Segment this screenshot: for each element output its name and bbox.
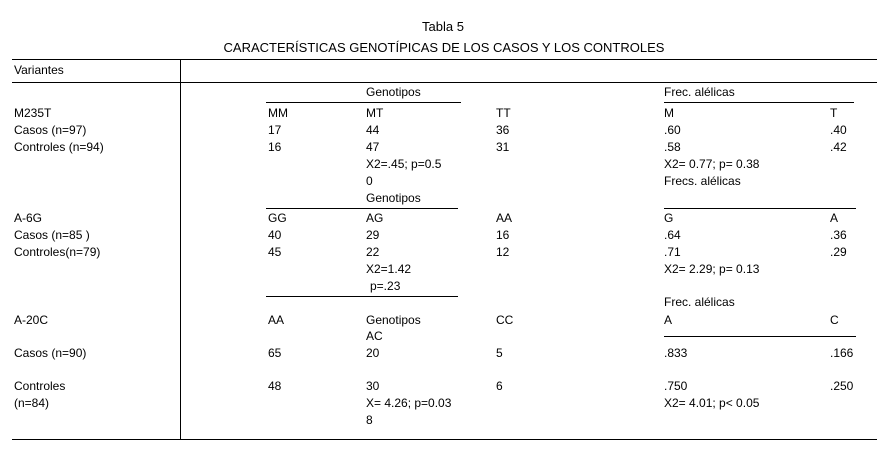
a20c-allele-2: C	[830, 313, 839, 327]
a6g-genotype-stat-1: X2=1.42	[366, 262, 412, 276]
a20c-allele-rule	[664, 336, 856, 337]
bottom-rule	[12, 439, 877, 440]
top-rule	[12, 59, 877, 60]
a20c-cases-allele-2: .166	[830, 346, 854, 360]
m235t-cases-3: 36	[496, 123, 510, 137]
table-title: CARACTERÍSTICAS GENOTÍPICAS DE LOS CASOS Y LOS CONTROLES	[223, 40, 665, 55]
a20c-genotypes-header: Genotipos	[366, 313, 421, 327]
a20c-genotype-1: AA	[268, 313, 285, 327]
m235t-genotypes-header: Genotipos	[366, 85, 421, 99]
a20c-genotype-3: CC	[496, 313, 514, 327]
m235t-controls-allele-1: .58	[664, 140, 681, 154]
a20c-controls-allele-1: .750	[664, 379, 688, 393]
a20c-controls-2: 30	[366, 379, 380, 393]
a6g-controls-2: 22	[366, 245, 380, 259]
a20c-cases-3: 5	[496, 346, 503, 360]
m235t-cases-allele-1: .60	[664, 123, 681, 137]
m235t-genotype-stat-1: X2=.45; p=0.5	[366, 157, 442, 171]
m235t-genotype-2: MT	[366, 106, 384, 120]
m235t-variant-name: M235T	[14, 106, 52, 120]
a6g-allele-rule	[664, 208, 856, 209]
a6g-allele-stat: X2= 2.29; p= 0.13	[664, 262, 760, 276]
a20c-cases-allele-1: .833	[664, 346, 688, 360]
a20c-controls-1: 48	[268, 379, 282, 393]
header-rule	[12, 82, 877, 83]
a20c-cases-2: 20	[366, 346, 380, 360]
a20c-controls-label: Controles	[14, 379, 66, 393]
column-divider	[180, 59, 181, 440]
a6g-genotypes-rule	[266, 208, 458, 209]
a6g-allele-2: A	[830, 211, 839, 225]
a6g-controls-allele-1: .71	[664, 245, 681, 259]
a6g-allele-1: G	[664, 211, 674, 225]
a6g-cases-3: 16	[496, 228, 510, 242]
m235t-allele-header: Frec. alélicas	[664, 85, 735, 99]
a20c-allele-header: Frec. alélicas	[664, 295, 735, 309]
a20c-cases-label: Casos (n=90)	[14, 346, 87, 360]
a20c-controls-3: 6	[496, 379, 503, 393]
a6g-cases-allele-2: .36	[830, 228, 847, 242]
a6g-genotype-2: AG	[366, 211, 384, 225]
a6g-variant-name: A-6G	[14, 211, 43, 225]
a6g-cases-label: Casos (n=85 )	[14, 228, 90, 242]
m235t-allele-stat: X2= 0.77; p= 0.38	[664, 157, 760, 171]
m235t-genotype-3: TT	[496, 106, 511, 120]
a20c-genotype-stat-2: 8	[366, 413, 373, 427]
m235t-controls-label: Controles (n=94)	[14, 140, 104, 154]
a6g-cases-allele-1: .64	[664, 228, 681, 242]
m235t-allele-1: M	[664, 106, 674, 120]
variants-header: Variantes	[14, 63, 64, 77]
m235t-cases-1: 17	[268, 123, 282, 137]
m235t-cases-allele-2: .40	[830, 123, 847, 137]
m235t-controls-allele-2: .42	[830, 140, 847, 154]
a20c-genotype-stat-1: X= 4.26; p=0.03	[366, 396, 452, 410]
m235t-cases-2: 44	[366, 123, 380, 137]
m235t-genotype-1: MM	[268, 106, 288, 120]
a6g-genotypes-header: Genotipos	[366, 191, 421, 205]
a20c-controls-allele-2: .250	[830, 379, 854, 393]
a6g-controls-3: 12	[496, 245, 510, 259]
a6g-controls-allele-2: .29	[830, 245, 847, 259]
m235t-genotypes-rule	[266, 102, 461, 103]
m235t-allele-rule	[664, 102, 854, 103]
a6g-genotype-3: AA	[496, 211, 513, 225]
a20c-controls-label-n: (n=84)	[14, 396, 50, 410]
a6g-cases-1: 40	[268, 228, 282, 242]
m235t-controls-3: 31	[496, 140, 510, 154]
table-number: Tabla 5	[422, 19, 464, 34]
a6g-bottom-rule	[266, 296, 458, 297]
a20c-variant-name: A-20C	[14, 313, 49, 327]
a6g-genotype-stat-2: p=.23	[370, 279, 401, 293]
a20c-allele-1: A	[664, 313, 673, 327]
a6g-cases-2: 29	[366, 228, 380, 242]
a6g-allele-header: Frecs. alélicas	[664, 174, 741, 188]
a6g-controls-1: 45	[268, 245, 282, 259]
a20c-allele-stat: X2= 4.01; p< 0.05	[664, 396, 760, 410]
a6g-controls-label: Controles(n=79)	[14, 245, 101, 259]
a20c-cases-1: 65	[268, 346, 282, 360]
a6g-genotype-1: GG	[268, 211, 287, 225]
m235t-cases-label: Casos (n=97)	[14, 123, 87, 137]
m235t-controls-2: 47	[366, 140, 380, 154]
m235t-allele-2: T	[830, 106, 838, 120]
m235t-genotype-stat-2: 0	[366, 174, 373, 188]
m235t-controls-1: 16	[268, 140, 282, 154]
a20c-genotype-2: AC	[366, 329, 383, 343]
